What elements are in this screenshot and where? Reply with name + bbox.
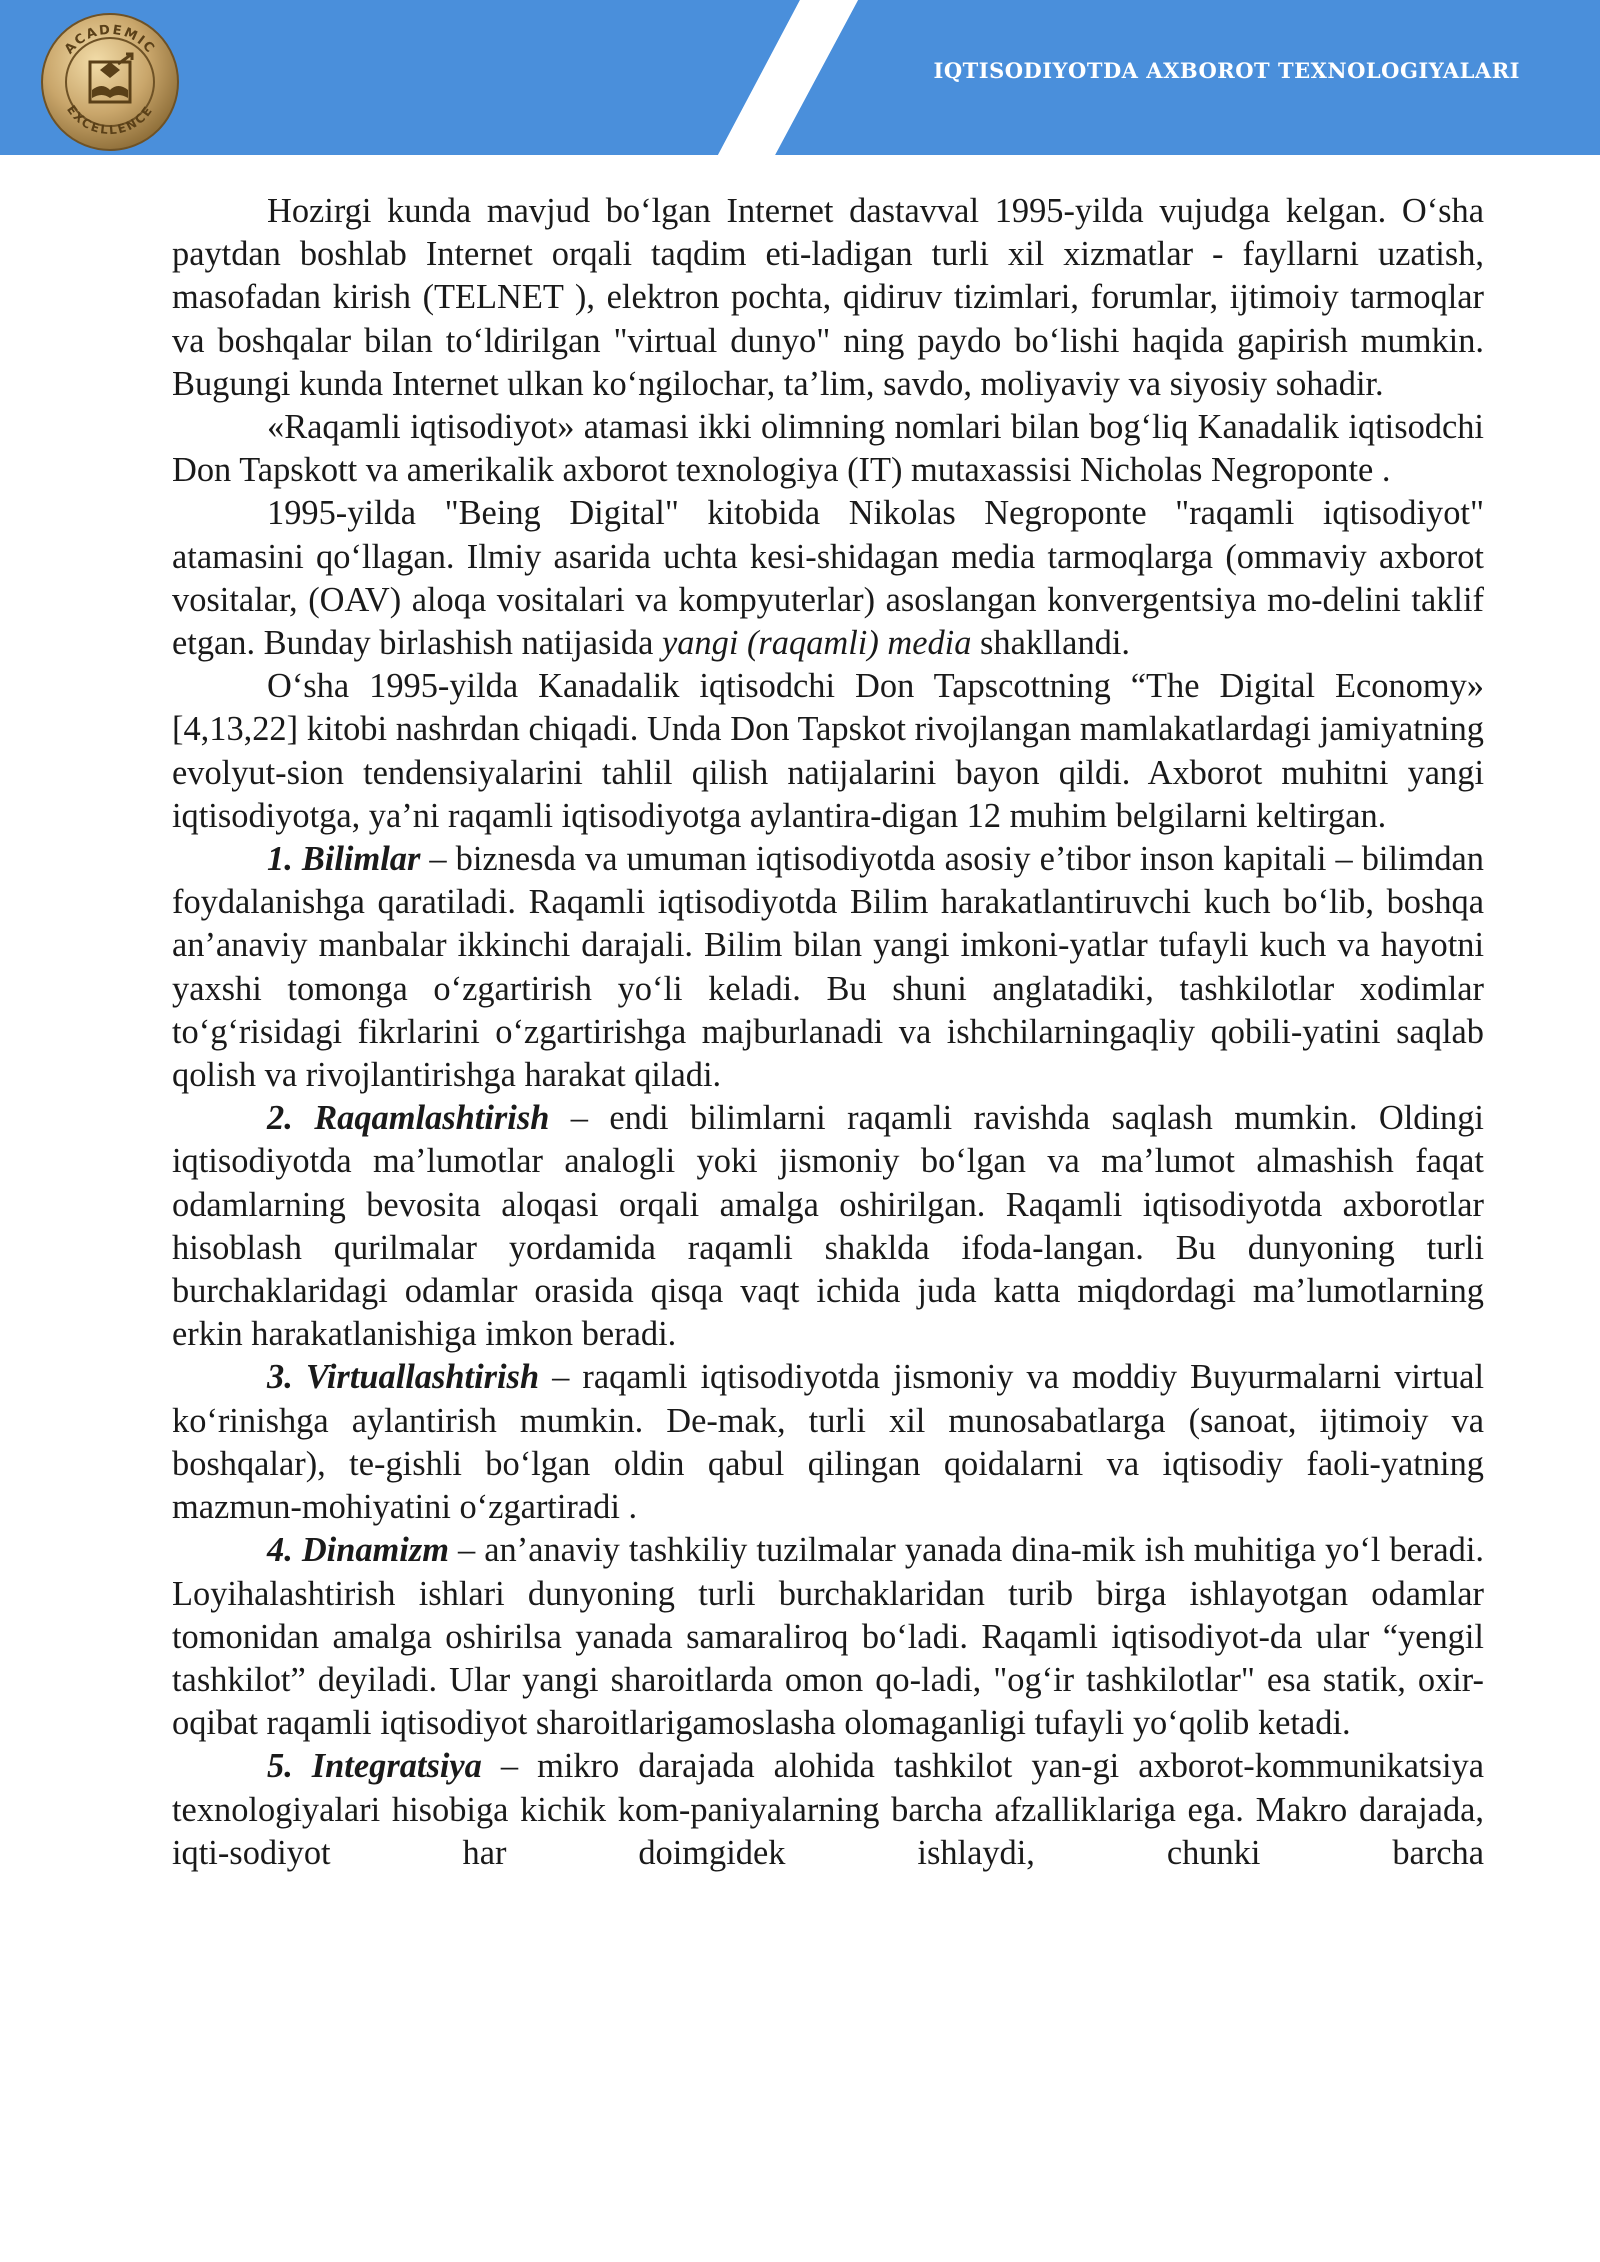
paragraph-being-digital	[172, 492, 1484, 665]
item-title: 3. Virtuallashtirish	[267, 1358, 540, 1397]
paragraph-text: 1995-yilda "Being Digital" kitobida Nikolas Negroponte "raqamli iqtisodiyot" atamasini qo‘llagan. Ilmiy asarida uchta kesi-shidagan media tarmoqlarga (ommaviy axborot vositalar, (OAV) aloqa vositalari va kompyuterlar) asoslangan konvergentsiya mo-delini taklif etgan. Bunday birlashish natijasida	[172, 494, 1484, 663]
item-title: 5. Integratsiya	[267, 1747, 482, 1786]
logo-seal-icon	[40, 12, 180, 152]
list-item-virtuallashtirish	[172, 1356, 1484, 1529]
paragraph-internet-history: Hozirgi kunda mavjud bo‘lgan Internet dastavval 1995-yilda vujudga kelgan. O‘sha paytdan boshlab Internet orqali taqdim eti-ladigan turli xil xizmatlar - fayllarni uzatish, masofadan kirish (TELNET ), elektron pochta, qidiruv tizimlari, forumlar, ijtimoiy tarmoqlar va boshqalar bilan to‘ldirilgan "virtual dunyo" ning paydo bo‘lishi haqida gapirish mumkin. Bugungi kunda Internet ulkan ko‘ngilochar, ta’lim, savdo, moliyaviy va siyosiy sohadir.	[172, 192, 1484, 403]
paragraph-digital-economy-term: «Raqamli iqtisodiyot» atamasi ikki olimning nomlari bilan bog‘liq Kanadalik iqtisodchi Don Tapskott va amerikalik axborot texnologiya (IT) mutaxassisi Nicholas Negroponte .	[172, 408, 1484, 490]
item-title: 2. Raqamlashtirish	[267, 1099, 550, 1138]
paragraph-digital-economy-book: O‘sha 1995-yilda Kanadalik iqtisodchi Don Tapscottning “The Digital Economy» [4,13,22] kitobi nashrdan chiqadi. Unda Don Tapskot rivojlangan mamlakatlardagi jamiyatning evolyut-sion tendensiyalarini tahlil qilish natijalarini bayon qildi. Axborot muhitni yangi iqtisodiyotga, ya’ni raqamli iqtisodiyotga aylantira-digan 12 muhim belgilarni keltirgan.	[172, 667, 1484, 835]
item-title: 4. Dinamizm	[267, 1531, 449, 1570]
list-item-bilimlar	[172, 838, 1484, 1097]
item-text: – biznesda va umuman iqtisodiyotda asosiy e’tibor inson kapitali – bilimdan foydalanishga qaratiladi. Raqamli iqtisodiyotda Bilim harakatlantiruvchi kuch bo‘lib, boshqa an’anaviy manbalar ikkinchi darajali. Bilim bilan yangi imkoni-yatlar tufayli kuch va hayotni yaxshi tomonga o‘zgartirish yo‘li keladi. Bu shuni anglatadiki, tashkilotlar xodimlar to‘g‘risidagi fikrlarini o‘zgartirishga majburlanadi va ishchilarningaqliy qobili-yatini saqlab qolish va rivojlantirishga harakat qiladi.	[172, 840, 1484, 1095]
header-title: IQTISODIYOTDA AXBOROT TEXNOLOGIYALARI	[933, 58, 1520, 83]
svg-text:ACADEMIC: ACADEMIC	[61, 22, 159, 58]
list-item-integratsiya	[172, 1745, 1484, 1875]
page-body	[172, 190, 1484, 1875]
list-item-dinamizm	[172, 1529, 1484, 1745]
item-title: 1. Bilimlar	[267, 840, 421, 879]
svg-text:EXCELLENCE: EXCELLENCE	[64, 102, 156, 138]
item-text: – mikro darajada alohida tashkilot yan-gi axborot-kommunikatsiya texnologiyalari hisobiga kichik kom-paniyalarning barcha afzalliklariga ega. Makro darajada, iqti-sodiyot har doimgidek ishlaydi, chunki barcha	[172, 1747, 1484, 1872]
item-text: – endi bilimlarni raqamli ravishda saqlash mumkin. Oldingi iqtisodiyotda ma’lumotlar analogli yoki jismoniy bo‘lgan va ma’lumot almashish faqat odamlarning bevosita aloqasi orqali amalga oshirilgan. Raqamli iqtisodiyotda axborotlar hisoblash qurilmalar yordamida raqamli shaklda ifoda-langan. Bu dunyoning turli burchaklaridagi odamlar orasida qisqa vaqt ichida juda katta miqdordagi ma’lumotlarning erkin harakatlanishiga imkon beradi.	[172, 1099, 1484, 1354]
item-text: – raqamli iqtisodiyotda jismoniy va moddiy Buyurmalarni virtual ko‘rinishga aylantirish mumkin. De-mak, turli xil munosabatlarga (sanoat, ijtimoiy va boshqalar), te-gishli bo‘lgan oldin qabul qilingan qoidalarni va iqtisodiy faoli-yatning mazmun-mohiyatini o‘zgartiradi .	[172, 1358, 1484, 1527]
item-text: – an’anaviy tashkiliy tuzilmalar yanada dina-mik ish muhitiga yo‘l beradi. Loyihalashtirish ishlari dunyoning turli burchaklaridan turib birga ishlayotgan odamlar tomonidan amalga oshirilsa yanada samaraliroq bo‘ladi. Raqamli iqtisodiyot-da ular “yengil tashkilot” deyiladi. Ular yangi sharoitlarda omon qo-ladi, "og‘ir tashkilotlar" esa statik, oxir-oqibat raqamli iqtisodiyot sharoitlarigamoslasha olomaganligi tufayli yo‘qolib ketadi.	[172, 1531, 1484, 1743]
academic-excellence-logo	[40, 12, 180, 152]
page-header	[0, 0, 1600, 155]
list-item-raqamlashtirish	[172, 1097, 1484, 1356]
italic-phrase: yangi (raqamli) media	[661, 624, 972, 663]
paragraph-text: shakllandi.	[971, 624, 1130, 663]
